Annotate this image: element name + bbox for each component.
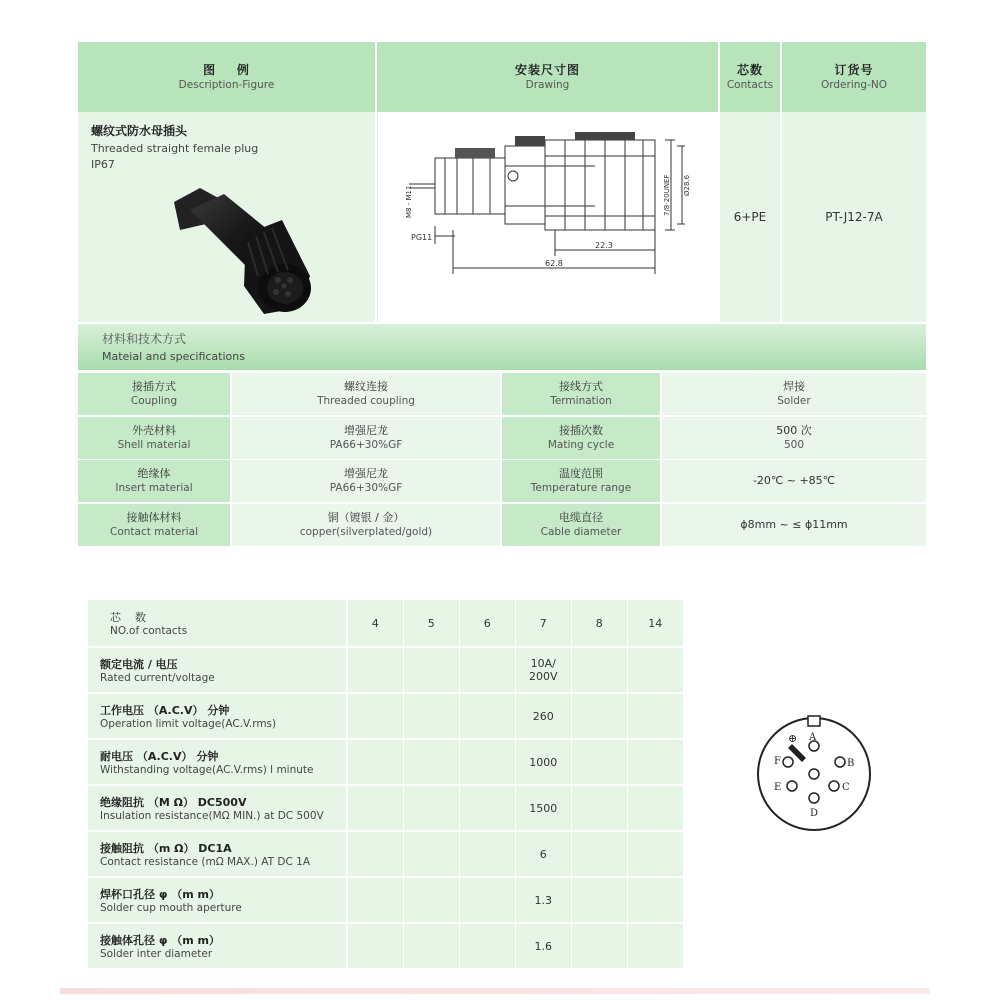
pin-b [835, 757, 845, 767]
contacts-value-2: 200V [528, 670, 558, 683]
pin-layout-diagram [752, 712, 882, 842]
spec-value-right-cell [662, 417, 926, 459]
contacts-value-cell [516, 648, 571, 692]
contacts-value-cell [628, 648, 683, 692]
spec-value-cell [232, 460, 500, 502]
contacts-value-cell [628, 832, 683, 876]
pin-label-d: D [810, 808, 819, 819]
spec-label-en: Insert material [115, 482, 193, 494]
spec-value-en: copper(silverplated/gold) [299, 525, 433, 538]
header-col-figure [78, 52, 375, 102]
spec-label-zh: 绝缘体 [137, 467, 171, 480]
contacts-value-cell [460, 740, 515, 784]
contacts-value-cell [460, 924, 515, 968]
product-title-zh: 螺纹式防水母插头 [91, 124, 188, 138]
dimension-drawing [395, 126, 695, 286]
contacts-value-cell [348, 648, 403, 692]
contacts-value-cell [516, 878, 571, 922]
header-col-ordering [782, 52, 926, 102]
contacts-value: 1500 [529, 801, 558, 815]
contacts-value-cell [404, 694, 459, 738]
spec-value-en: PA66+30%GF [329, 438, 403, 451]
pin-e [787, 781, 797, 791]
spec-value-right-zh: ϕ8mm ~ ≤ ϕ11mm [740, 517, 848, 531]
header-contacts-en: Contacts [726, 79, 774, 91]
pin-d [809, 793, 819, 803]
spec-label-right-en: Mating cycle [547, 438, 615, 451]
spec-value-en: PA66+30%GF [329, 482, 403, 494]
header-col-contacts [720, 52, 780, 102]
contacts-value-cell [348, 924, 403, 968]
contacts-head-zh: 芯 数 [110, 611, 146, 624]
spec-value-cell [232, 504, 500, 546]
contacts-row-zh: 绝缘阻抗 （M Ω） DC500V [100, 796, 247, 809]
contacts-column-header [516, 600, 571, 646]
contacts-row-en: Insulation resistance(MΩ MIN.) at DC 500V [100, 810, 324, 822]
product-ordering [782, 112, 926, 322]
spec-value-zh: 增强尼龙 [344, 467, 388, 480]
contacts-value-cell [404, 878, 459, 922]
spec-value-right-zh: 焊接 [783, 380, 805, 393]
header-col-drawing [377, 52, 718, 102]
contacts-value-cell [348, 832, 403, 876]
contacts-value: 1000 [529, 755, 558, 769]
spec-label-right-zh: 接插次数 [559, 423, 603, 437]
spec-label-en: Shell material [117, 438, 191, 451]
contacts-row-zh: 额定电流 / 电压 [100, 658, 178, 671]
header-drawing-zh: 安装尺寸图 [514, 63, 580, 77]
contacts-column-value: 4 [371, 616, 379, 630]
contacts-row-label [88, 740, 346, 784]
contacts-row-label [88, 878, 346, 922]
materials-title-en: Mateial and specifications [102, 350, 245, 363]
pin-label-c: C [842, 782, 850, 793]
header-figure-zh: 图 例 [203, 63, 250, 77]
contacts-value-cell [516, 740, 571, 784]
spec-label-right-cell [502, 417, 660, 459]
spec-label-cell [78, 417, 230, 459]
contacts-value-cell [628, 694, 683, 738]
contacts-row-label [88, 786, 346, 830]
contacts-row-en: Operation limit voltage(AC.V.rms) [100, 718, 277, 730]
header-ordering-en: Ordering-NO [821, 79, 887, 91]
contacts-column-header [572, 600, 627, 646]
spec-value-right-cell [662, 460, 926, 502]
dim-total-label: 62.8 [545, 259, 563, 268]
materials-band [78, 324, 926, 370]
contacts-head-label [88, 600, 346, 646]
spec-value-cell [232, 417, 500, 459]
contacts-row-zh: 焊杯口孔径 φ （m m） [100, 888, 221, 901]
header-contacts-zh: 芯数 [736, 63, 763, 77]
contacts-value-cell [628, 878, 683, 922]
contacts-value-cell [572, 740, 627, 784]
contacts-column-header [460, 600, 515, 646]
spec-label-zh: 外壳材料 [132, 423, 176, 437]
contacts-column-value: 5 [427, 616, 435, 630]
spec-value-right-en: Solder [777, 395, 811, 407]
contacts-value: 10A/ [530, 657, 556, 670]
contacts-column-header [348, 600, 403, 646]
spec-label-right-en: Temperature range [530, 482, 632, 494]
contacts-value-cell [628, 924, 683, 968]
spec-label-right-en: Termination [550, 395, 612, 407]
header-figure-en: Description-Figure [178, 79, 275, 91]
contacts-row-en: Contact resistance (mΩ MAX.) AT DC 1A [100, 856, 310, 868]
spec-value-zh: 螺纹连接 [344, 380, 388, 393]
contacts-column-value: 6 [483, 616, 491, 630]
spec-value-right-zh: -20℃ ~ +85℃ [752, 474, 836, 487]
contacts-value-cell [572, 878, 627, 922]
product-contacts-value: 6+PE [733, 210, 767, 224]
contacts-value-cell [404, 832, 459, 876]
contacts-row-en: Rated current/voltage [100, 672, 215, 684]
contacts-column-value: 8 [595, 616, 603, 630]
materials-title-zh: 材料和技术方式 [102, 332, 187, 346]
product-title-en: Threaded straight female plug [91, 142, 259, 155]
bottom-stripe [60, 988, 930, 994]
spec-value-right-en: 500 [783, 438, 805, 451]
pin-label-b: B [847, 758, 855, 769]
spec-label-right-zh: 接线方式 [559, 380, 603, 393]
contacts-value-cell [572, 648, 627, 692]
contacts-row-zh: 耐电压 （A.C.V） 分钟 [100, 750, 219, 763]
contacts-column-value: 7 [539, 616, 547, 630]
dim-pg-label: PG11 [411, 233, 433, 242]
contacts-value-cell [404, 786, 459, 830]
contacts-row-en: Withstanding voltage(AC.V.rms) l minute [100, 764, 314, 776]
spec-value-right-cell [662, 373, 926, 415]
contacts-value-cell [460, 648, 515, 692]
spec-value-zh: 铜（镀银 / 金） [327, 510, 405, 524]
dim-len1-label: 22.3 [595, 241, 613, 250]
spec-label-en: Coupling [130, 395, 178, 407]
contacts-value-cell [572, 924, 627, 968]
pin-label-a: A [809, 732, 817, 743]
contacts-value-cell [516, 924, 571, 968]
connector-photo [160, 180, 340, 320]
product-ordering-value: PT-J12-7A [825, 210, 883, 224]
contacts-value-cell [348, 740, 403, 784]
spec-label-en: Contact material [109, 525, 198, 538]
contacts-value-cell [572, 694, 627, 738]
spec-label-right-cell [502, 504, 660, 546]
contacts-value-cell [572, 832, 627, 876]
spec-value-en: Threaded coupling [317, 395, 415, 407]
spec-label-cell [78, 373, 230, 415]
contacts-row-label [88, 924, 346, 968]
contacts-row-label [88, 832, 346, 876]
spec-value-cell [232, 373, 500, 415]
contacts-row-en: Solder inter diameter [100, 948, 213, 960]
contacts-value-cell [348, 786, 403, 830]
pin-center [809, 769, 819, 779]
contacts-value: 260 [532, 709, 554, 723]
ground-symbol: ⊕ [788, 732, 798, 745]
spec-value-right-zh: 500 次 [776, 423, 812, 437]
contacts-row-label [88, 694, 346, 738]
contacts-value-cell [404, 924, 459, 968]
spec-value-zh: 增强尼龙 [344, 423, 388, 437]
contacts-value-cell [460, 694, 515, 738]
spec-label-zh: 接插方式 [132, 380, 176, 393]
contacts-value-cell [348, 694, 403, 738]
spec-label-zh: 接触体材料 [126, 510, 182, 524]
contacts-value-cell [404, 648, 459, 692]
spec-value-right-cell [662, 504, 926, 546]
contacts-value-cell [404, 740, 459, 784]
contacts-head-en: NO.of contacts [110, 625, 188, 637]
contacts-row-zh: 接触阻抗 （m Ω） DC1A [100, 842, 232, 855]
dim-m-label: M8 - M11 [405, 185, 413, 218]
contacts-row-en: Solder cup mouth aperture [100, 902, 242, 914]
spec-label-right-zh: 电缆直径 [559, 510, 603, 524]
contacts-value-cell [572, 786, 627, 830]
pin-label-f: F [774, 756, 781, 767]
spec-label-cell [78, 504, 230, 546]
header-ordering-zh: 订货号 [834, 63, 874, 77]
spec-label-right-cell [502, 460, 660, 502]
product-contacts [720, 112, 780, 322]
contacts-value-cell [628, 740, 683, 784]
contacts-value-cell [460, 832, 515, 876]
contacts-value-cell [628, 786, 683, 830]
contacts-value-cell [516, 832, 571, 876]
contacts-column-value: 14 [648, 616, 663, 630]
dim-thread-label: 7/8-20UNEF [663, 174, 671, 216]
contacts-value-cell [348, 878, 403, 922]
dim-dia-label: Ø28.6 [683, 174, 691, 196]
header-drawing-en: Drawing [525, 79, 570, 91]
pin-f [783, 757, 793, 767]
pin-label-e: E [774, 782, 782, 793]
spec-label-right-cell [502, 373, 660, 415]
product-rating: IP67 [91, 158, 115, 171]
contacts-value-cell [460, 786, 515, 830]
contacts-value: 6 [539, 847, 547, 861]
contacts-value: 1.3 [534, 893, 552, 907]
pin-c [829, 781, 839, 791]
contacts-value: 1.6 [534, 939, 552, 953]
spec-label-right-zh: 温度范围 [559, 467, 603, 480]
spec-label-cell [78, 460, 230, 502]
contacts-row-label [88, 648, 346, 692]
contacts-row-zh: 接触体孔径 φ （m m） [100, 934, 221, 947]
contacts-value-cell [460, 878, 515, 922]
contacts-column-header [628, 600, 683, 646]
contacts-row-zh: 工作电压 （A.C.V） 分钟 [100, 704, 230, 717]
spec-label-right-en: Cable diameter [540, 525, 622, 538]
contacts-value-cell [516, 694, 571, 738]
contacts-value-cell [516, 786, 571, 830]
contacts-column-header [404, 600, 459, 646]
